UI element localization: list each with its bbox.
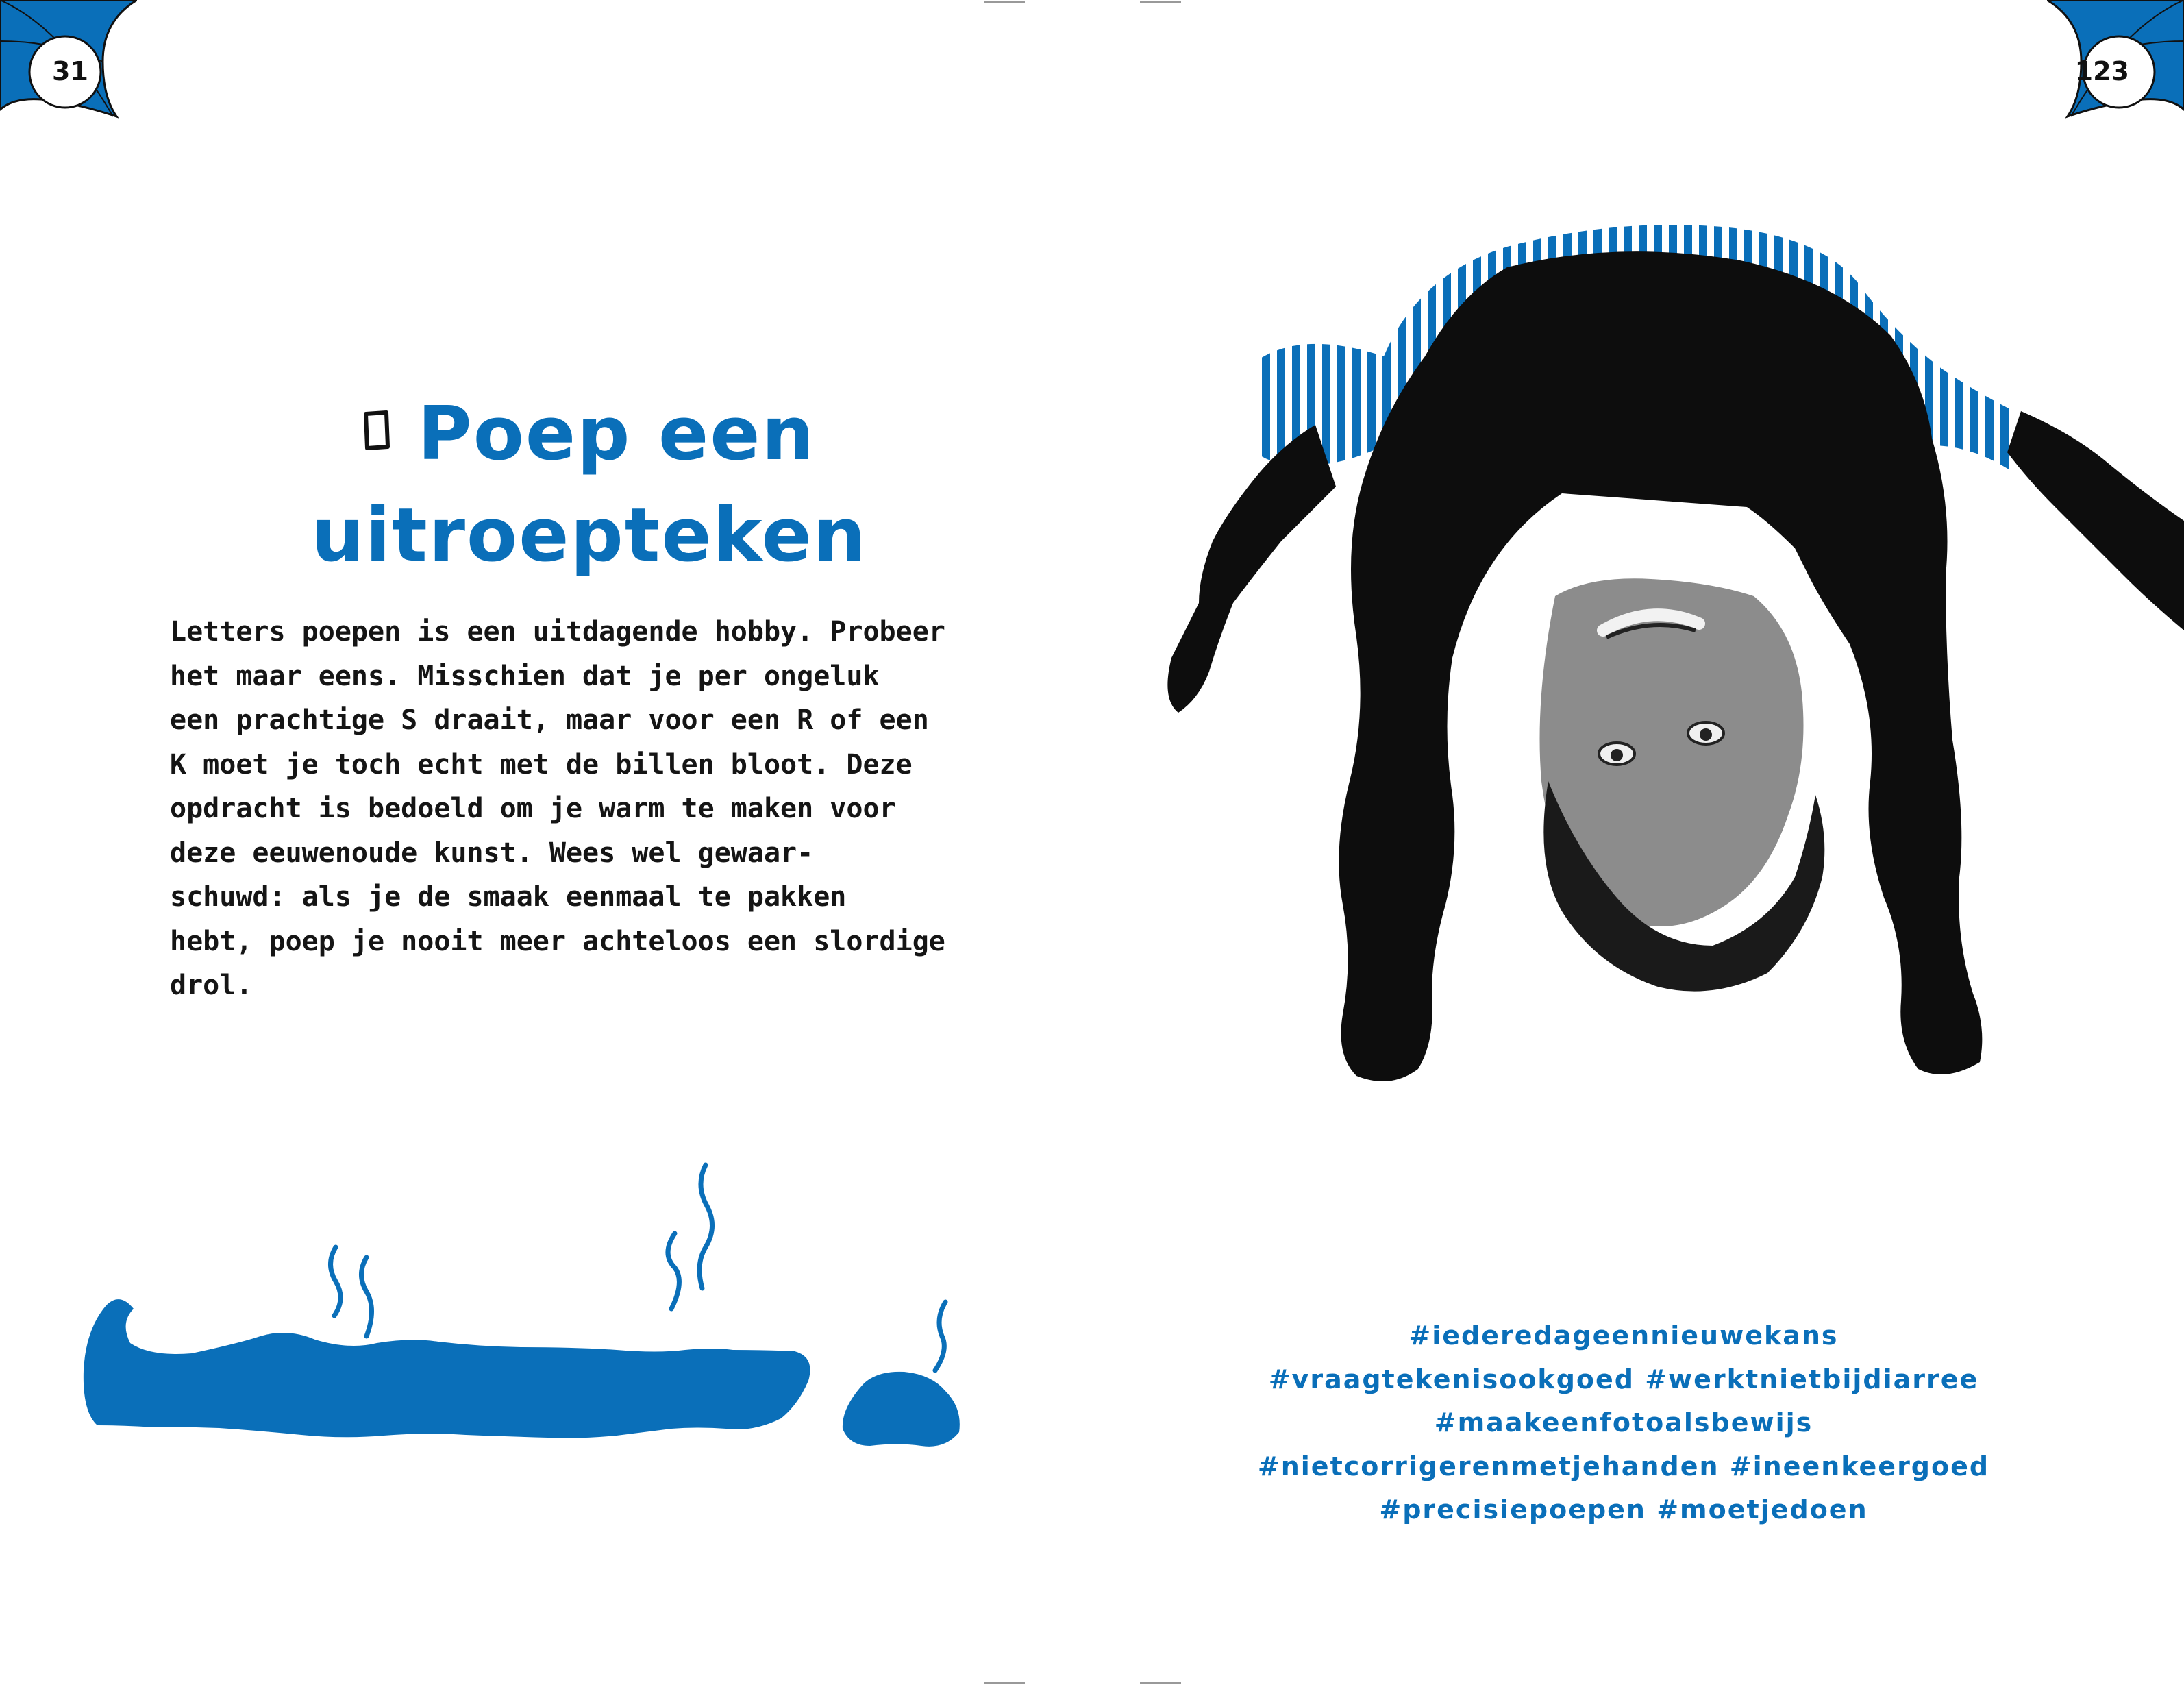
body-line: het maar eens. Misschien dat je per ongeluk [170, 660, 880, 692]
hashtag-block [1213, 1314, 2035, 1532]
body-line: deze eeuwenoude kunst. Wees wel gewaar- [170, 837, 814, 869]
crop-mark [1140, 1682, 1181, 1684]
title-line-2: uitroepteken [311, 493, 867, 578]
page-number-right: 123 [2074, 56, 2129, 86]
hashtag-line: #maakeenfotoalsbewijs [1434, 1407, 1813, 1438]
body-paragraph [170, 610, 945, 1008]
crop-mark [984, 1682, 1025, 1684]
crop-mark [1140, 1, 1181, 3]
body-line: een prachtige S draait, maar voor een R of een [170, 704, 929, 736]
crop-mark [984, 1, 1025, 3]
body-line: schuwd: als je de smaak eenmaal te pakken [170, 881, 847, 913]
hashtag-line: #vraagtekenisookgoed #werktnietbijdiarree [1268, 1364, 1979, 1394]
body-line: K moet je toch echt met de billen bloot. Deze [170, 748, 913, 780]
hashtag-line: #precisiepoepen #moetjedoen [1379, 1495, 1868, 1525]
hashtag-line: #iederedageennieuwekans [1409, 1320, 1839, 1351]
body-line: opdracht is bedoeld om je warm te maken voor [170, 793, 896, 824]
body-line: drol. [170, 970, 253, 1001]
exclamation-mark-poop-drawing [55, 1144, 973, 1487]
page-number-left: 31 [52, 56, 88, 86]
stink-lines [331, 1165, 946, 1370]
hashtag-line: #nietcorrigerenmetjehanden #ineenkeergoed [1257, 1451, 1990, 1481]
title-line-1: Poep een [417, 391, 816, 477]
body-line: Letters poepen is een uitdagende hobby. Probeer [170, 616, 945, 648]
body-line: hebt, poep je nooit meer achteloos een slordige [170, 925, 945, 957]
upside-down-person-photo [1096, 219, 2184, 1179]
page-title [274, 384, 904, 587]
